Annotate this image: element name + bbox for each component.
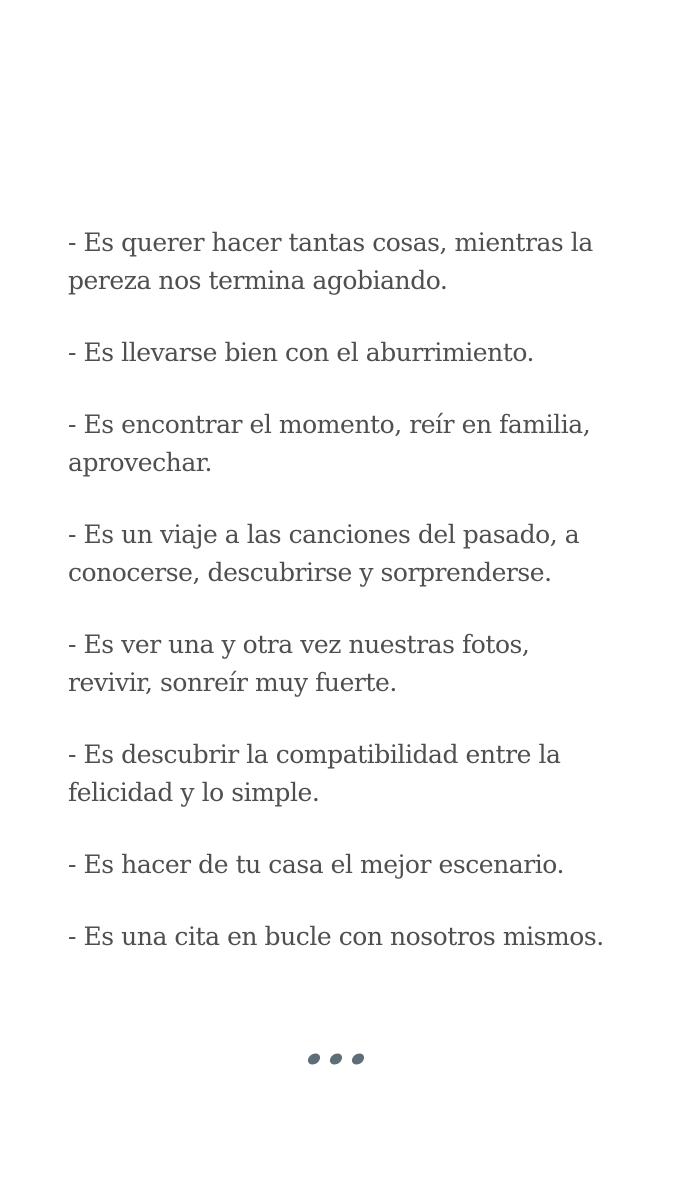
paragraph-line: - Es un viaje a las canciones del pasado, a: [68, 520, 580, 549]
paragraph-line: - Es querer hacer tantas cosas, mientras la: [68, 228, 593, 257]
paragraph-2: [68, 334, 648, 372]
paragraph-line: - Es descubrir la compatibilidad entre la: [68, 740, 561, 769]
paragraph-line: pereza nos termina agobiando.: [68, 266, 448, 295]
paragraph-line: revivir, sonreír muy fuerte.: [68, 668, 397, 697]
dot-1: [306, 1051, 322, 1067]
paragraph-line: - Es ver una y otra vez nuestras fotos,: [68, 630, 530, 659]
paragraph-line: - Es encontrar el momento, reír en familia,: [68, 410, 591, 439]
paragraph-7: [68, 846, 648, 884]
paragraph-3: [68, 406, 648, 482]
paragraph-5: [68, 626, 648, 702]
three-dots-icon: [305, 1050, 369, 1068]
dot-3: [350, 1051, 366, 1067]
dot-2: [328, 1051, 344, 1067]
paragraph-line: - Es una cita en bucle con nosotros mismos.: [68, 922, 604, 951]
text-block: [68, 224, 648, 990]
paragraph-line: felicidad y lo simple.: [68, 778, 320, 807]
paragraph-1: [68, 224, 648, 300]
paragraph-6: [68, 736, 648, 812]
paragraph-line: - Es hacer de tu casa el mejor escenario.: [68, 850, 564, 879]
paragraph-line: - Es llevarse bien con el aburrimiento.: [68, 338, 534, 367]
paragraph-line: conocerse, descubrirse y sorprenderse.: [68, 558, 552, 587]
paragraph-line: aprovechar.: [68, 448, 213, 477]
paragraph-8: [68, 918, 648, 956]
paragraph-4: [68, 516, 648, 592]
